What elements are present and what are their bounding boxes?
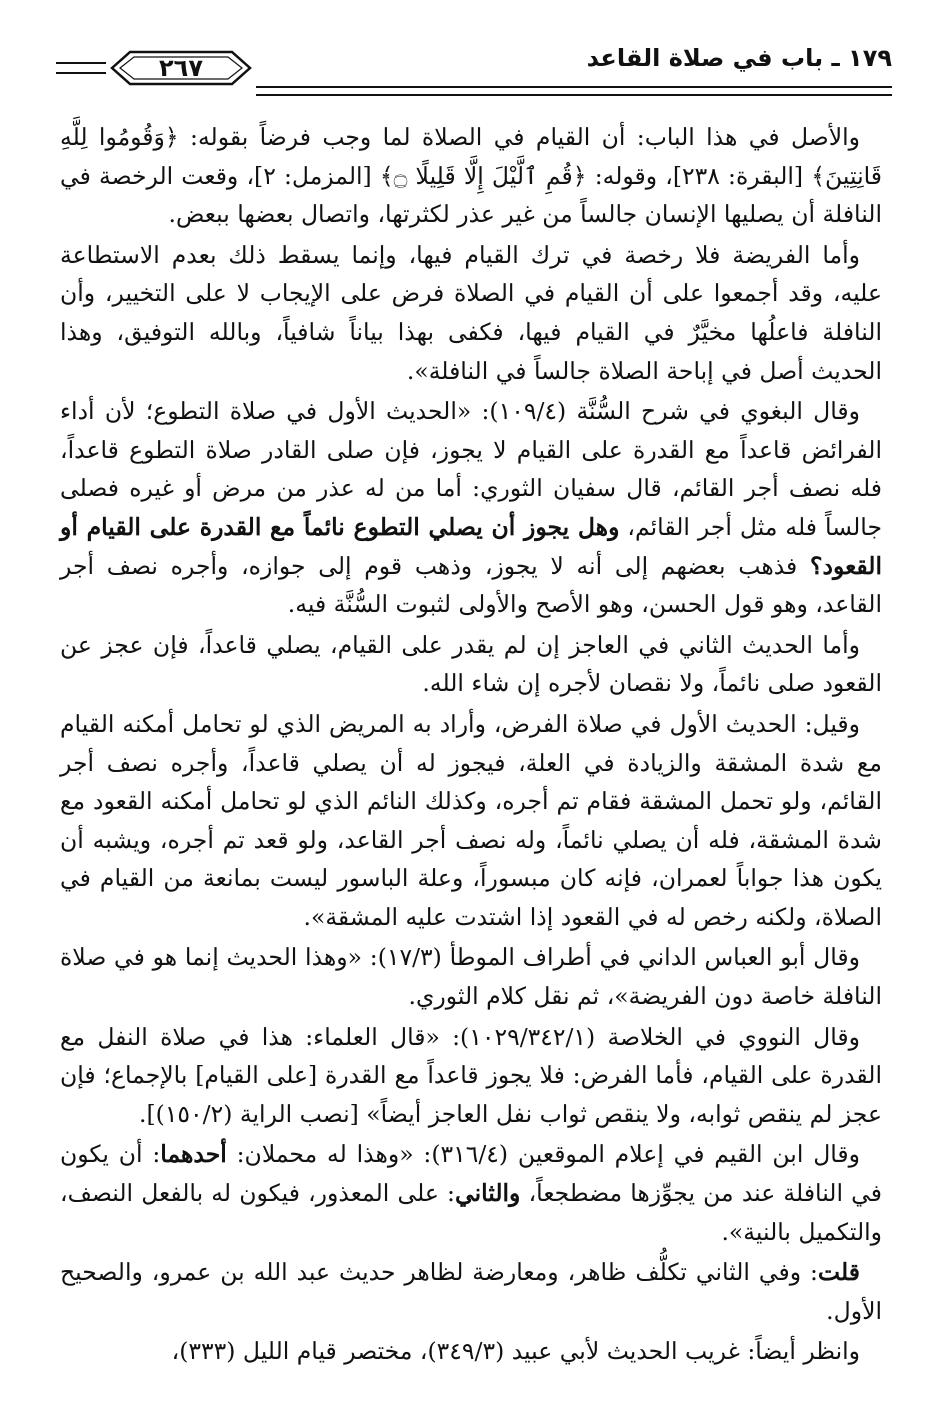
text-segment: : أن يكون في النافلة عند من يجوِّزها مضطجعاً، [60, 1140, 882, 1208]
paragraph [60, 118, 882, 234]
text-segment: وقال ابن القيم في إعلام الموقعين (٣١٦/٤): «وهذا له محملان: [226, 1140, 861, 1169]
page-number-badge [106, 48, 256, 88]
text-segment: فذهب بعضهم إلى أنه لا يجوز، وذهب قوم إلى جوازه، وأجره نصف أجر القاعد، وهو قول الحسن، وهو الأصح والأولى لثبوت السُّنَّة فيه. [60, 551, 882, 619]
paragraph [60, 1253, 882, 1330]
text-segment: : على المعذور، فيكون له بالفعل النصف، والتكميل بالنية». [60, 1179, 882, 1246]
page-number: ٢٦٧ [159, 54, 203, 82]
paragraph [60, 1332, 882, 1371]
bold-text: قلت [817, 1258, 860, 1287]
chapter-title: ١٧٩ ـ باب في صلاة القاعد [586, 44, 892, 72]
paragraph [60, 705, 882, 937]
text-segment: وأما الحديث الثاني في العاجز إن لم يقدر على القيام، يصلي قاعداً، فإن عجز عن القعود صلى نائماً، ولا نقصان لأجره إن شاء الله. [60, 630, 882, 698]
paragraph [60, 236, 882, 390]
paragraph [60, 392, 882, 624]
text-segment: وقال أبو العباس الداني في أطراف الموطأ (١٧/٣): «وهذا الحديث إنما هو في صلاة النافلة خاصة دون الفريضة»، ثم نقل كلام الثوري. [60, 943, 882, 1011]
bold-text: والثاني [454, 1179, 521, 1208]
page-body [60, 118, 882, 1387]
text-segment: وقال النووي في الخلاصة (١٠٢٩/٣٤٢/١): «قال العلماء: هذا في صلاة النفل مع القدرة على القيام، فأما الفرض: فلا يجوز قاعداً مع القدرة [على القيام] بالإجماع؛ فإن عجز لم ينقص ثوابه، ولا ينقص ثواب نفل العاجز أيضاً» [نصب الراية (١٥٠/٢)]. [60, 1022, 882, 1128]
paragraph [60, 938, 882, 1015]
header-rule-right [256, 86, 892, 96]
text-segment: وأما الفريضة فلا رخصة في ترك القيام فيها، وإنما يسقط ذلك بعدم الاستطاعة عليه، وقد أجمعوا على أن القيام في الصلاة فرض على الإيجاب لا على التخيير، وأن النافلة فاعلُها مخيَّرٌ في القيام فيها، فكفى بهذا بياناً شافياً، وبالله التوفيق، وهذا الحديث أصل في إباحة الصلاة جالساً في النافلة». [60, 240, 882, 385]
paragraph [60, 626, 882, 703]
text-segment: : وفي الثاني تكلُّف ظاهر، ومعارضة لظاهر حديث عبد الله بن عمرو، والصحيح الأول. [60, 1258, 882, 1325]
text-segment: وقال البغوي في شرح السُّنَّة (١٠٩/٤): «الحديث الأول في صلاة التطوع؛ لأن أداء الفرائض قاعداً مع القدرة على القيام لا يجوز، فإن صلى القادر صلاة التطوع قاعداً، فله نصف أجر القائم، قال سفيان الثوري: أما من له عذر من مرض أو غيره فصلى جالساً فله مثل أجر القائم، [60, 397, 882, 541]
text-segment: والأصل في هذا الباب: أن القيام في الصلاة لما وجب فرضاً بقوله: ﴿وَقُومُوا لِلَّهِ قَانِتِينَ﴾ [البقرة: ٢٣٨]، وقوله: ﴿قُمِ ٱلَّيْلَ إِلَّا قَلِيلًا ۝﴾ [المزمل: ٢]، وقعت الرخصة في النافلة أن يصليها الإنسان جالساً من غير عذر لكثرتها، واتصال بعضها ببعض. [60, 123, 883, 229]
bold-text: وهل يجوز أن يصلي التطوع نائماً مع القدرة على القيام أو القعود؟ [60, 512, 882, 580]
paragraph [60, 1135, 882, 1251]
page-header [68, 44, 892, 92]
paragraph [60, 1018, 882, 1134]
bold-text: أحدهما [160, 1140, 227, 1169]
text-segment: وانظر أيضاً: غريب الحديث لأبي عبيد (٣٤٩/٣)، مختصر قيام الليل (٣٣٣)، [171, 1337, 860, 1366]
header-rule-left [56, 62, 106, 74]
text-segment: وقيل: الحديث الأول في صلاة الفرض، وأراد به المريض الذي لو تحامل أمكنه القيام مع شدة المشقة والزيادة في العلة، فيجوز له أن يصلي قاعداً، وأجره نصف أجر القائم، ولو تحمل المشقة فقام تم أجره، وكذلك النائم الذي لو تحامل أمكنه القعود مع شدة المشقة، فله أن يصلي نائماً، وله نصف أجر القاعد، ولو قعد تم أجره، ويشبه أن يكون هذا جواباً لعمران، فإنه كان مبسوراً، وعلة الباسور ليست بمانعة من القيام في الصلاة، ولكنه رخص له في القعود إذا اشتدت عليه المشقة». [60, 709, 882, 931]
